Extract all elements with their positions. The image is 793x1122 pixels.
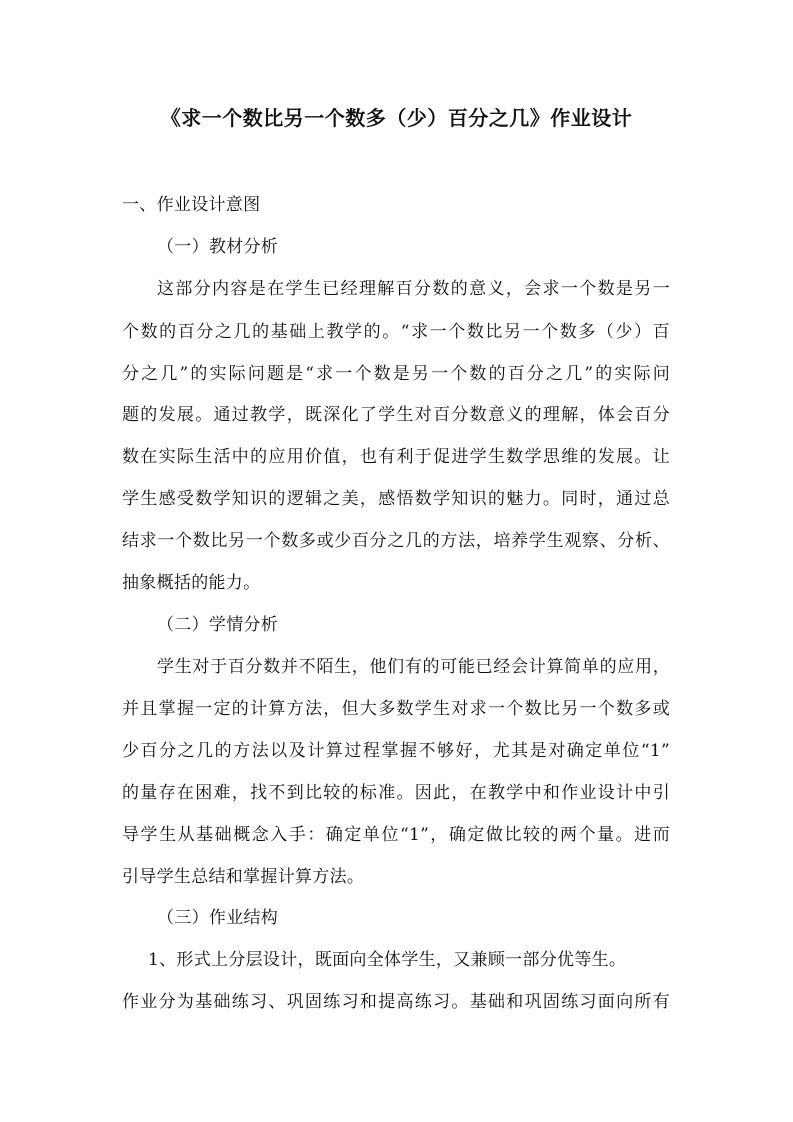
subheading-homework-structure: （三）作业结构: [157, 908, 279, 928]
paragraph-line: 并且掌握一定的计算方法，但大多数学生对求一个数比另一个数多或: [122, 699, 670, 719]
subheading-student-analysis: （二）学情分析: [157, 615, 279, 635]
paragraph-line: 数在实际生活中的应用价值，也有利于促进学生数学思维的发展。让: [122, 447, 670, 467]
paragraph-line: 导学生从基础概念入手：确定单位“1”，确定做比较的两个量。进而: [122, 825, 670, 845]
paragraph-line: 这部分内容是在学生已经理解百分数的意义，会求一个数是另一: [157, 279, 670, 299]
paragraph-line: 学生感受数学知识的逻辑之美，感悟数学知识的魅力。同时，通过总: [122, 489, 670, 509]
paragraph-line: 作业分为基础练习、巩固练习和提高练习。基础和巩固练习面向所有: [122, 992, 670, 1012]
paragraph-line: 1、形式上分层设计，既面向全体学生，又兼顾一部分优等生。: [148, 950, 627, 970]
paragraph-line: 的量存在困难，找不到比较的标准。因此，在教学中和作业设计中引: [122, 783, 670, 803]
section-heading-intent: 一、作业设计意图: [122, 195, 261, 215]
subheading-textbook-analysis: （一）教材分析: [157, 237, 279, 257]
paragraph-line: 抽象概括的能力。: [122, 573, 261, 593]
paragraph-line: 结求一个数比另一个数多或少百分之几的方法，培养学生观察、分析、: [122, 531, 670, 551]
paragraph-line: 分之几”的实际问题是“求一个数是另一个数的百分之几”的实际问: [122, 364, 670, 384]
paragraph-line: 少百分之几的方法以及计算过程掌握不够好，尤其是对确定单位“1”: [122, 741, 670, 761]
paragraph-line: 题的发展。通过教学，既深化了学生对百分数意义的理解，体会百分: [122, 405, 670, 425]
paragraph-line: 学生对于百分数并不陌生，他们有的可能已经会计算简单的应用，: [157, 657, 670, 677]
document-title: 《求一个数比另一个数多（少）百分之几》作业设计: [160, 106, 633, 130]
paragraph-line: 引导学生总结和掌握计算方法。: [122, 867, 365, 887]
paragraph-line: 个数的百分之几的基础上教学的。“求一个数比另一个数多（少）百: [122, 322, 670, 342]
